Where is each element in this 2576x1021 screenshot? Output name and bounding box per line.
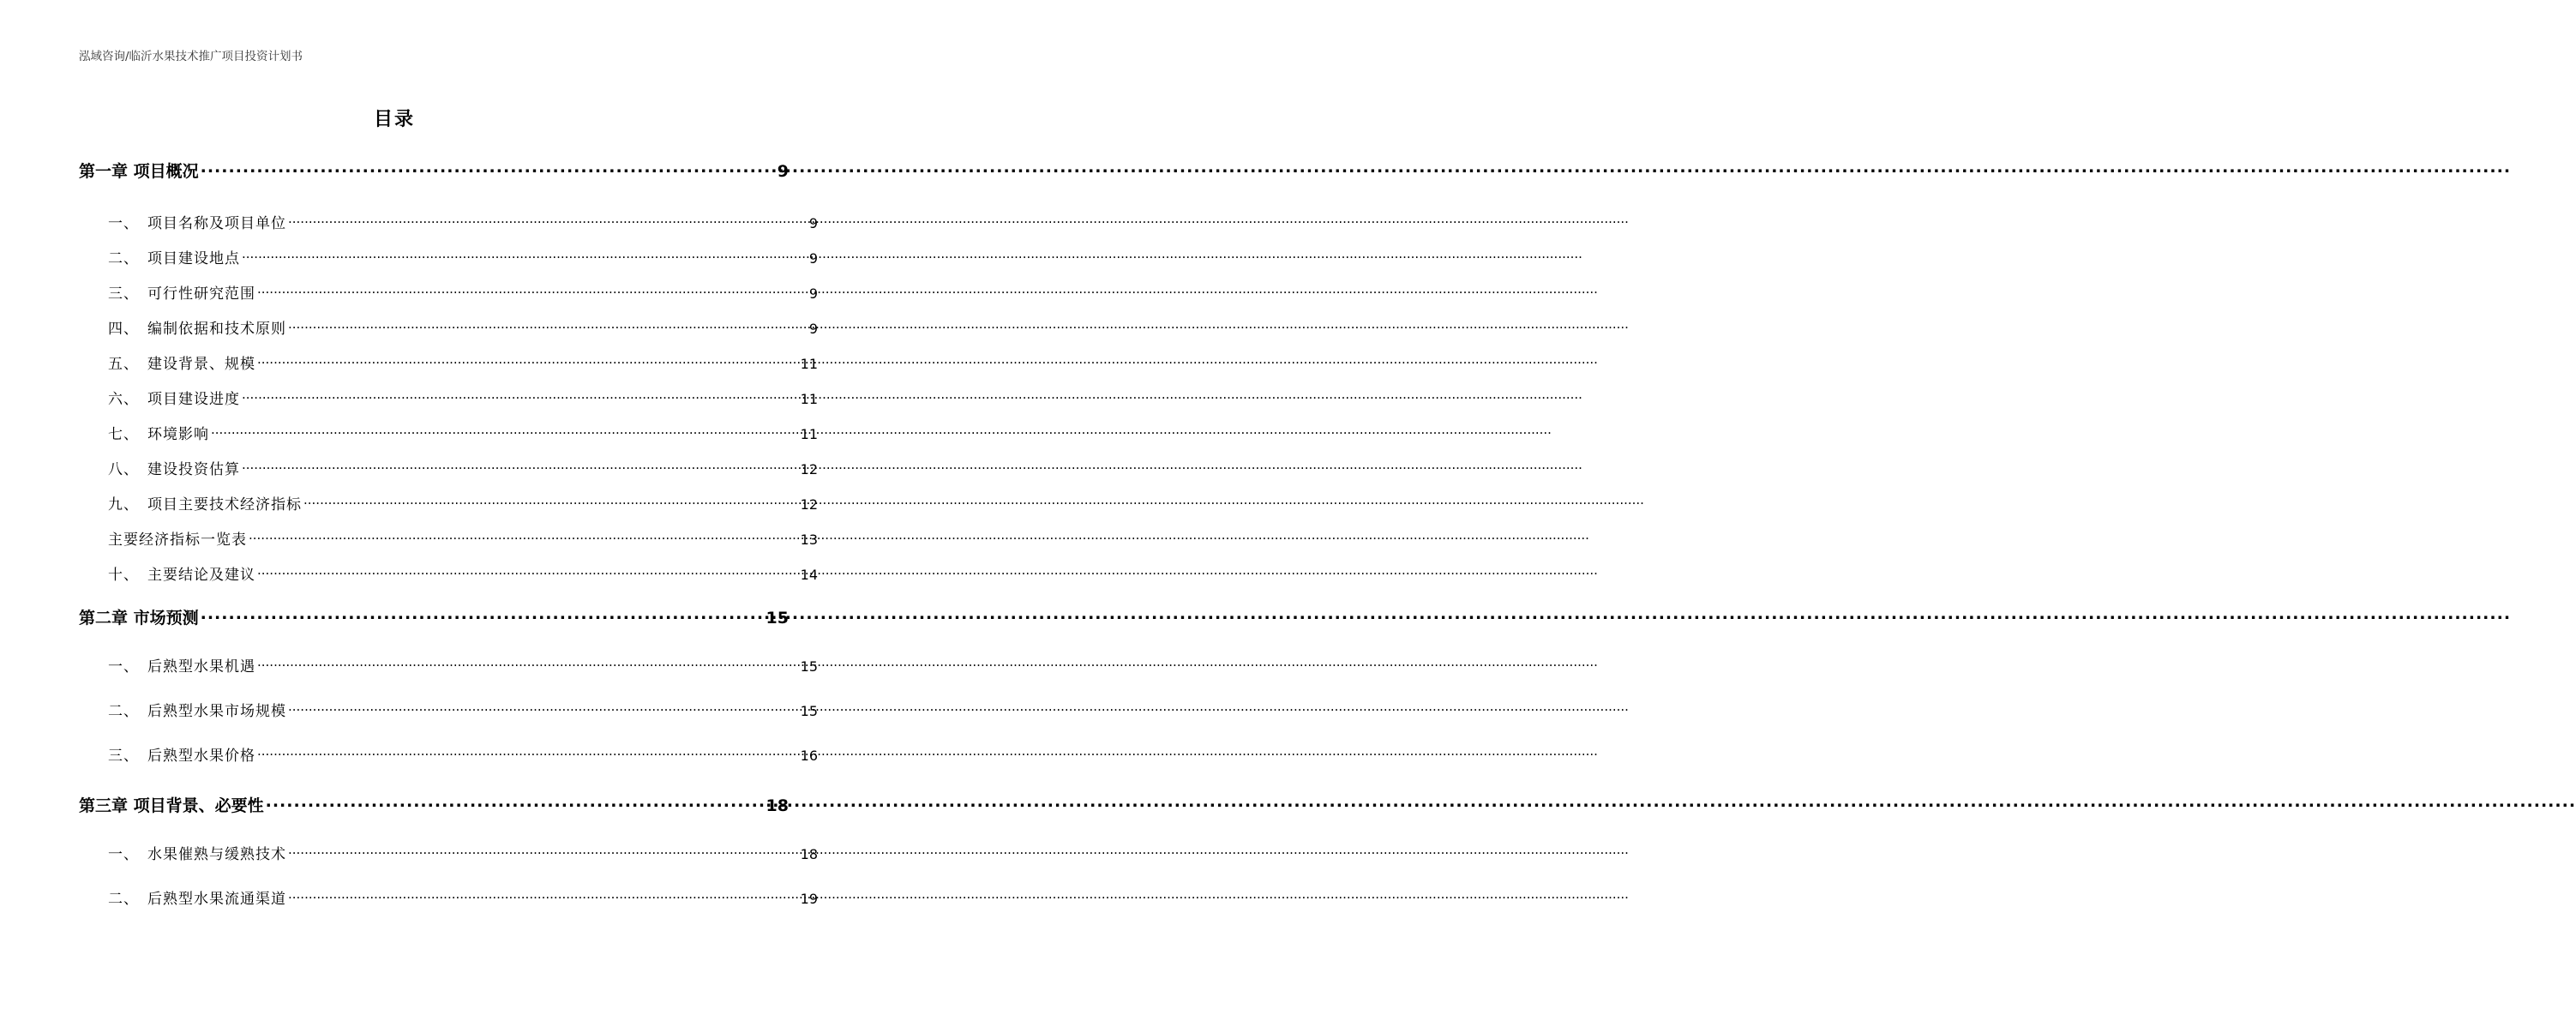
dot-leader — [266, 792, 765, 811]
toc-entry-text: 第三章 项目背景、必要性 — [79, 796, 264, 815]
toc-page-number: 18 — [766, 796, 789, 815]
toc-entry-label — [108, 246, 240, 267]
toc-entry-label — [108, 699, 286, 720]
toc-entry-number: 五、 — [108, 356, 139, 373]
toc-page-number: 15 — [800, 658, 818, 675]
toc-page-number: 11 — [800, 356, 818, 372]
dot-leader — [288, 699, 799, 716]
toc-entry-label — [108, 743, 255, 765]
toc-section-entry[interactable] — [0, 457, 818, 477]
toc-entry-number: 二、 — [108, 891, 139, 908]
toc-section-entry[interactable] — [0, 886, 818, 907]
toc-entry-text: 建设投资估算 — [147, 461, 240, 478]
toc-entry-text: 项目建设地点 — [147, 250, 240, 267]
toc-section-entry[interactable] — [0, 387, 818, 407]
dot-leader — [242, 387, 799, 404]
toc-entry-label — [108, 387, 240, 408]
toc-section-entry[interactable] — [0, 492, 818, 513]
toc-entry-label — [108, 281, 255, 303]
toc-entry-text: 项目主要技术经济指标 — [147, 496, 302, 514]
toc-page-number: 15 — [766, 609, 789, 628]
toc-entry-number: 三、 — [108, 748, 139, 765]
toc-entry-number: 九、 — [108, 496, 139, 514]
toc-entry-number: 二、 — [108, 703, 139, 720]
toc-entry-text: 后熟型水果机遇 — [147, 658, 255, 676]
toc-entry-text: 主要结论及建议 — [147, 567, 255, 584]
dot-leader — [257, 743, 799, 760]
dot-leader — [201, 604, 765, 623]
toc-entry-text: 项目名称及项目单位 — [147, 215, 286, 232]
toc-page-number: 18 — [800, 846, 818, 862]
dot-leader — [242, 246, 808, 263]
toc-page-number: 9 — [808, 215, 818, 231]
toc-entry-label — [79, 793, 264, 816]
dot-leader — [303, 492, 799, 509]
running-header: 泓域咨询/临沂水果技术推广项目投资计划书 — [79, 50, 303, 63]
dot-leader — [257, 654, 799, 671]
toc-chapter-entry[interactable] — [0, 792, 789, 814]
toc-page-number: 9 — [808, 285, 818, 302]
toc-section-entry[interactable] — [0, 699, 818, 719]
toc-section-entry[interactable] — [0, 351, 818, 372]
toc-entry-label — [108, 316, 286, 338]
toc-entry-number: 六、 — [108, 391, 139, 408]
toc-entry-text: 后熟型水果流通渠道 — [147, 891, 286, 908]
toc-section-entry[interactable] — [0, 211, 818, 231]
toc-entry-number: 一、 — [108, 658, 139, 676]
toc-page-number: 12 — [800, 461, 818, 477]
toc-entry-label — [108, 457, 240, 478]
toc-page-number: 9 — [808, 321, 818, 337]
toc-page-number: 11 — [800, 426, 818, 442]
toc-section-entry[interactable] — [0, 527, 818, 548]
toc-entry-text: 编制依据和技术原则 — [147, 321, 286, 338]
dot-leader — [288, 886, 799, 904]
toc-entry-text: 可行性研究范围 — [147, 285, 255, 303]
toc-entry-text: 后熟型水果市场规模 — [147, 703, 286, 720]
dot-leader — [201, 158, 776, 177]
toc-entry-number: 一、 — [108, 215, 139, 232]
dot-leader — [257, 281, 808, 298]
toc-chapter-entry[interactable] — [0, 158, 789, 180]
toc-entry-label — [108, 211, 286, 232]
toc-entry-label — [108, 422, 209, 443]
toc-entry-label — [108, 351, 255, 373]
dot-leader — [288, 316, 808, 333]
dot-leader — [249, 527, 799, 544]
toc-entry-text: 建设背景、规模 — [147, 356, 255, 373]
toc-entry-number: 七、 — [108, 426, 139, 443]
toc-section-entry[interactable] — [0, 842, 818, 862]
toc-entry-label — [108, 842, 286, 863]
toc-section-entry[interactable] — [0, 246, 818, 267]
toc-section-entry[interactable] — [0, 654, 818, 675]
toc-page-number: 19 — [800, 891, 818, 907]
toc-entry-label — [108, 562, 255, 584]
toc-page-number: 13 — [800, 532, 818, 548]
toc-page-number: 15 — [800, 703, 818, 719]
toc-entry-label — [108, 654, 255, 676]
toc-entry-text: 水果催熟与缓熟技术 — [147, 846, 286, 863]
toc-entry-text: 后熟型水果价格 — [147, 748, 255, 765]
toc-section-entry[interactable] — [0, 316, 818, 337]
toc-entry-text: 项目建设进度 — [147, 391, 240, 408]
toc-entry-text: 环境影响 — [147, 426, 209, 443]
toc-chapter-entry[interactable] — [0, 604, 789, 627]
toc-entry-label — [79, 605, 199, 628]
dot-leader — [257, 562, 799, 580]
toc-page-number: 16 — [800, 748, 818, 764]
toc-page-number: 9 — [777, 162, 789, 181]
dot-leader — [211, 422, 799, 439]
toc-entry-number: 八、 — [108, 461, 139, 478]
toc-entry-text: 第一章 项目概况 — [79, 162, 199, 181]
toc-entry-text: 第二章 市场预测 — [79, 609, 199, 628]
dot-leader — [242, 457, 799, 474]
toc-section-entry[interactable] — [0, 281, 818, 302]
toc-page-number: 9 — [808, 250, 818, 267]
toc-entry-label — [108, 492, 302, 514]
toc-section-entry[interactable] — [0, 562, 818, 583]
toc-page-number: 14 — [800, 567, 818, 583]
toc-entry-label — [108, 886, 286, 908]
toc-entry-number: 一、 — [108, 846, 139, 863]
dot-leader — [288, 211, 808, 228]
toc-page-number: 12 — [800, 496, 818, 513]
dot-leader — [257, 351, 799, 369]
toc-entry-text: 主要经济指标一览表 — [108, 532, 247, 549]
toc-section-entry[interactable] — [0, 422, 818, 442]
toc-title: 目录 — [373, 109, 415, 130]
toc-section-entry[interactable] — [0, 743, 818, 764]
toc-entry-number: 三、 — [108, 285, 139, 303]
toc-entry-label — [79, 159, 199, 182]
toc-entry-number: 二、 — [108, 250, 139, 267]
toc-entry-number: 四、 — [108, 321, 139, 338]
toc-page-number: 11 — [800, 391, 818, 407]
toc-entry-label — [108, 527, 247, 549]
toc-entry-number: 十、 — [108, 567, 139, 584]
dot-leader — [288, 842, 799, 859]
